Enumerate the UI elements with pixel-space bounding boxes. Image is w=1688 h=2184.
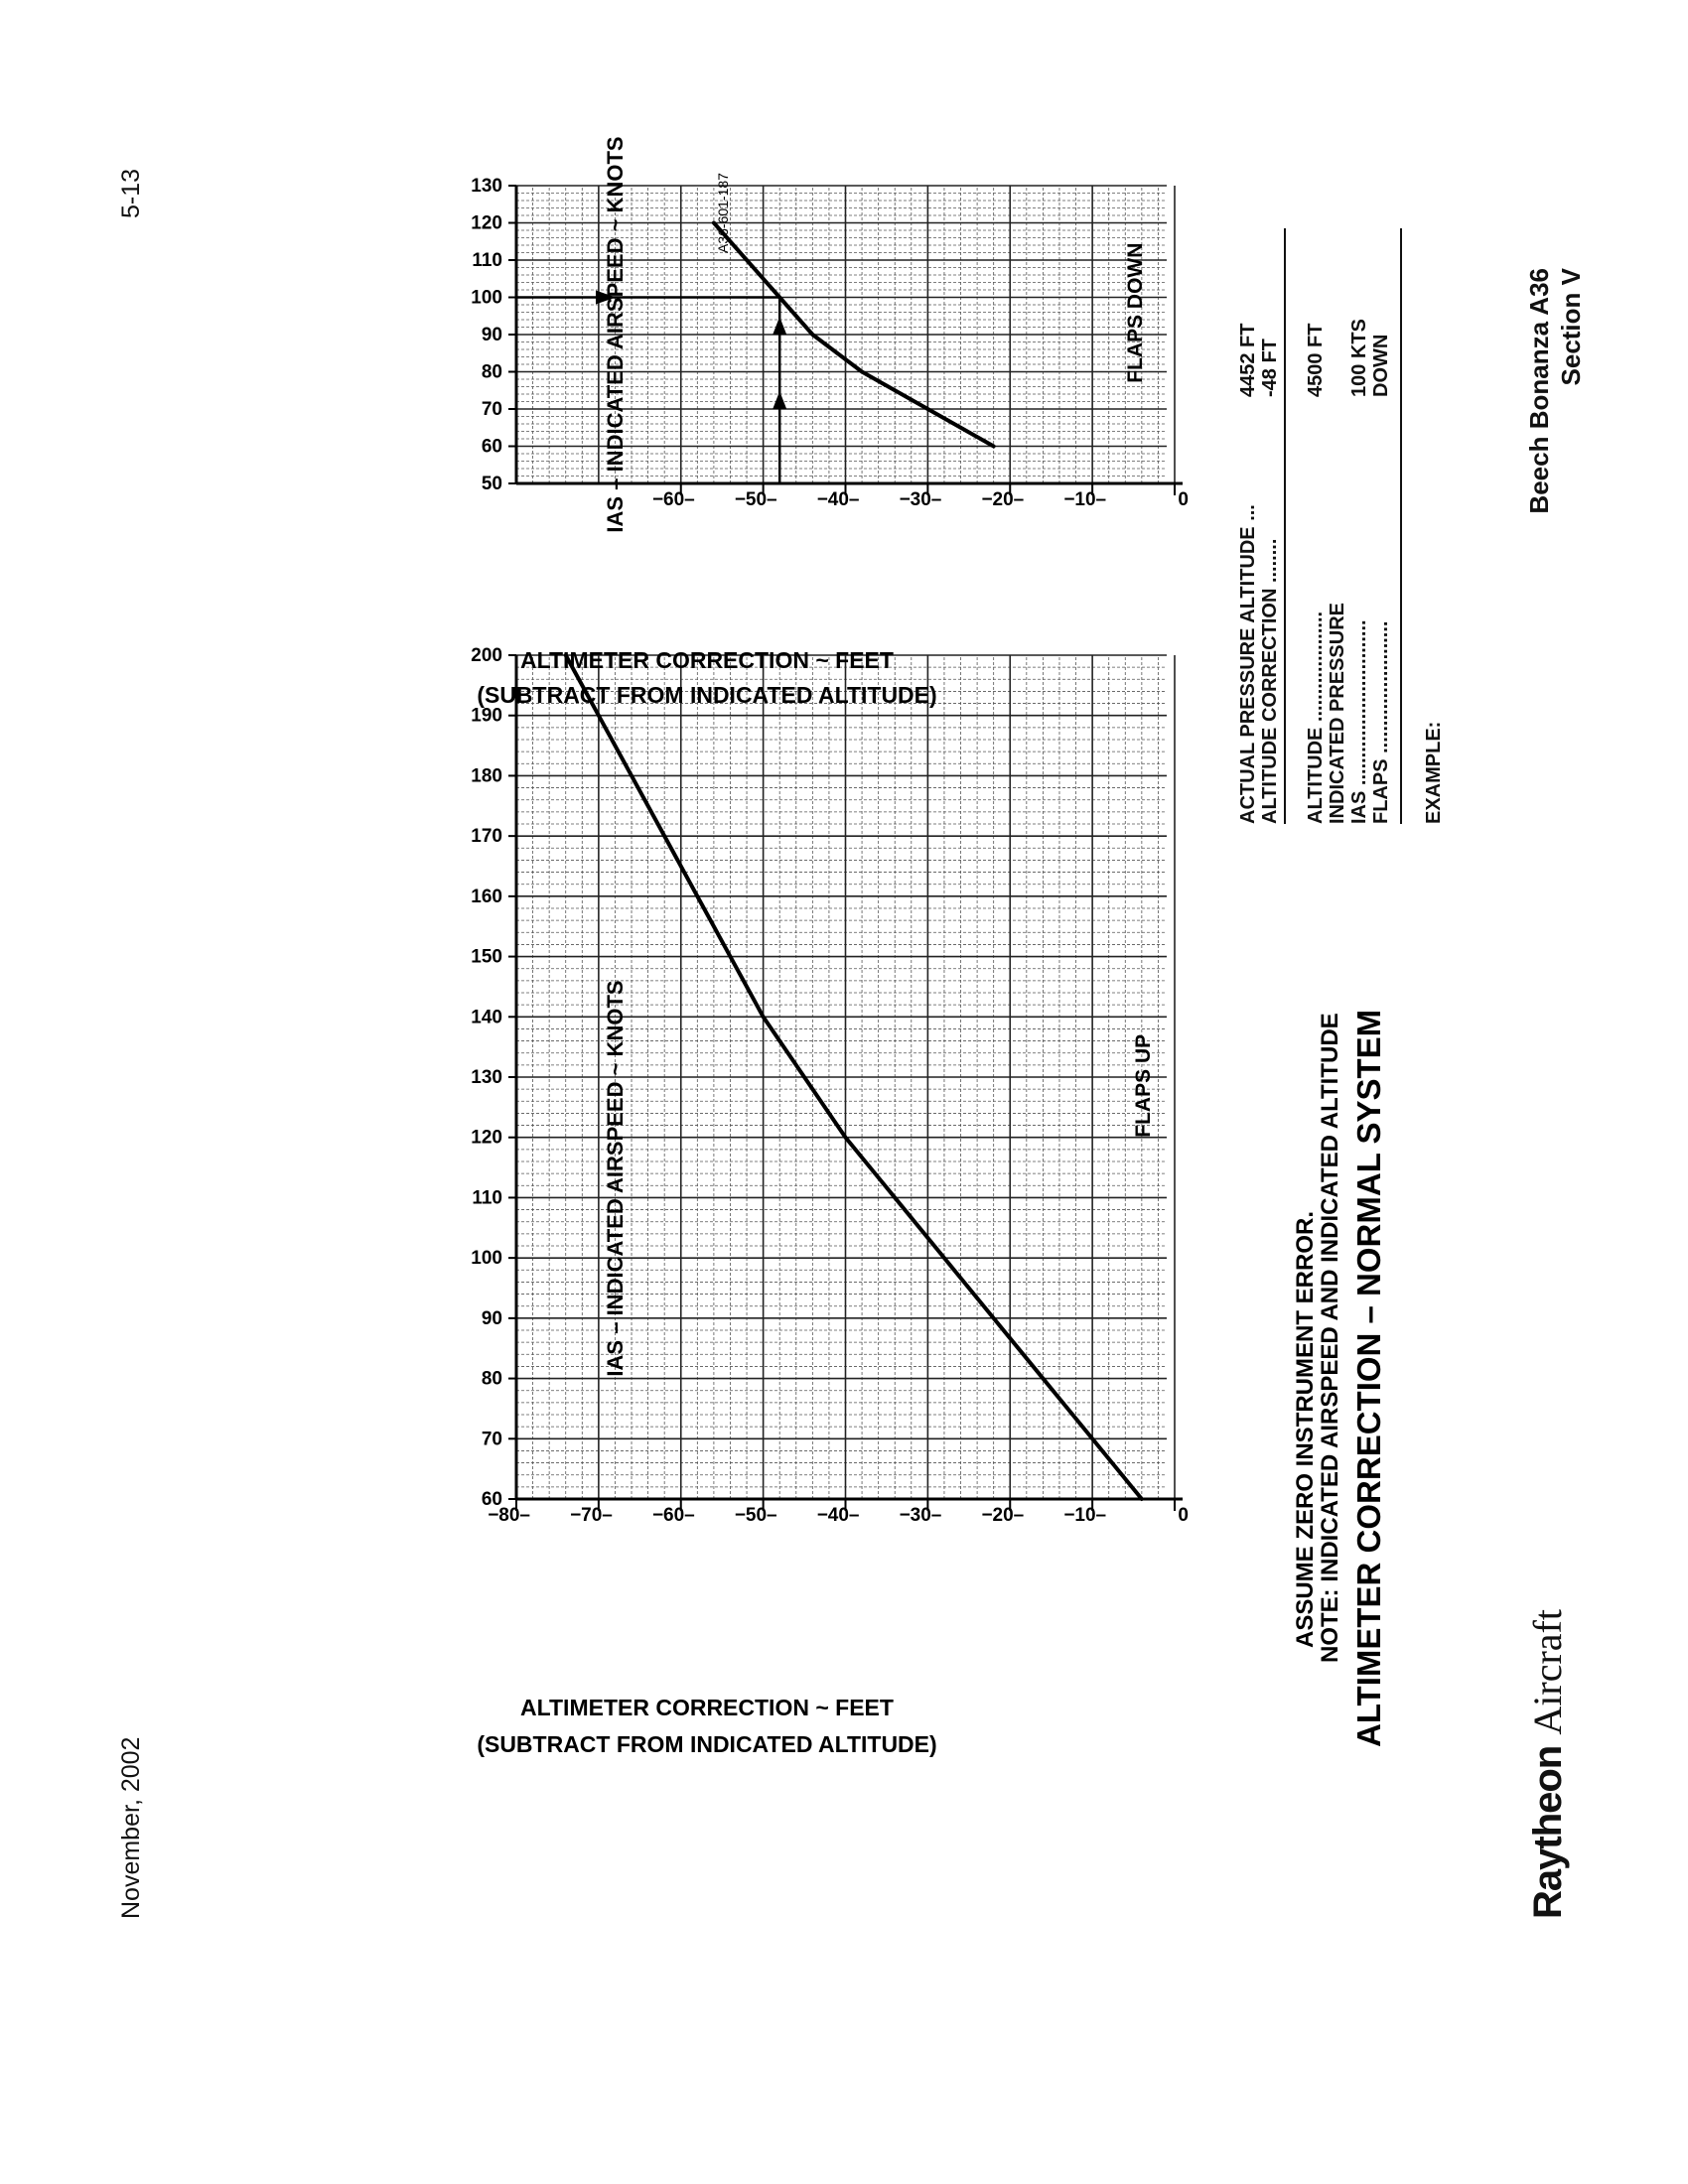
x-tick-label: 120 <box>471 212 502 234</box>
y-tick-label: −30– <box>899 1505 942 1526</box>
figure-id: A36-601-187 <box>715 173 731 253</box>
lower-y-axis-label: ALTIMETER CORRECTION ~ FEET <box>520 647 894 673</box>
x-tick-label: 100 <box>471 287 502 309</box>
example-heading: EXAMPLE: <box>1423 721 1445 824</box>
example-label: FLAPS ........................ <box>1370 620 1392 824</box>
x-tick-label: 150 <box>471 946 502 968</box>
example-label: ALTITUDE .................... <box>1305 611 1327 824</box>
page-number: 5-13 <box>117 168 145 218</box>
y-tick-label: −70– <box>570 1505 613 1526</box>
y-tick-label: −10– <box>1063 1505 1107 1526</box>
example-label: IAS .............................. <box>1348 619 1370 824</box>
x-tick-label: 60 <box>481 436 502 458</box>
example-value: 4500 FT <box>1305 323 1327 397</box>
upper-y-axis-label-2: (SUBTRACT FROM INDICATED ALTITUDE) <box>477 1731 937 1757</box>
x-tick-label: 80 <box>481 361 502 383</box>
x-tick-label: 130 <box>471 1067 502 1088</box>
y-tick-label: −50– <box>734 489 777 510</box>
x-tick-label: 140 <box>471 1007 502 1028</box>
lower-x-axis-label: IAS – INDICATED AIRSPEED ~ KNOTS <box>603 136 628 533</box>
x-tick-label: 90 <box>481 325 502 345</box>
y-tick-label: −20– <box>981 1505 1025 1526</box>
chart-title: ALTIMETER CORRECTION – NORMAL SYSTEM <box>1350 1009 1387 1747</box>
y-tick-label: 0 <box>1178 489 1189 510</box>
footer-date: November, 2002 <box>117 1736 145 1919</box>
x-tick-label: 70 <box>481 1429 502 1450</box>
brand-name: Raytheon <box>1526 1745 1570 1919</box>
y-tick-label: −50– <box>734 1505 777 1526</box>
example-value: 4452 FT <box>1237 323 1259 397</box>
y-tick-label: −40– <box>816 489 860 510</box>
curve-label-flaps-up: FLAPS UP <box>1132 1033 1156 1138</box>
x-tick-label: 170 <box>471 826 502 848</box>
y-tick-label: −20– <box>981 489 1025 510</box>
x-tick-label: 70 <box>481 399 502 420</box>
upper-y-axis-label: ALTIMETER CORRECTION ~ FEET <box>520 1695 894 1720</box>
example-value: -48 FT <box>1259 339 1281 397</box>
x-tick-label: 120 <box>471 1127 502 1149</box>
example-value: DOWN <box>1370 334 1392 397</box>
chart-note-line1: NOTE: INDICATED AIRSPEED AND INDICATED ALTITUDE <box>1317 1013 1343 1663</box>
x-tick-label: 80 <box>481 1368 502 1390</box>
x-tick-label: 50 <box>481 474 502 494</box>
y-tick-label: −60– <box>651 1505 695 1526</box>
example-label: ALTITUDE CORRECTION ........ <box>1259 538 1281 824</box>
x-tick-label: 190 <box>471 705 502 727</box>
upper-x-axis-label: IAS – INDICATED AIRSPEED ~ KNOTS <box>603 980 628 1377</box>
chart-note-line2: ASSUME ZERO INSTRUMENT ERROR. <box>1292 1210 1319 1648</box>
x-tick-label: 160 <box>471 886 502 907</box>
brand-subtitle: Aircraft <box>1525 1609 1570 1735</box>
x-tick-label: 110 <box>472 1187 502 1209</box>
x-tick-label: 90 <box>481 1307 502 1329</box>
x-tick-label: 200 <box>471 645 502 666</box>
y-tick-label: −60– <box>651 489 695 510</box>
example-label: INDICATED PRESSURE <box>1327 603 1348 824</box>
tick-layer <box>471 176 1189 1526</box>
x-tick-label: 130 <box>471 176 502 197</box>
section-title: Section V <box>1556 268 1586 386</box>
x-tick-label: 100 <box>471 1248 502 1270</box>
x-tick-label: 110 <box>472 250 502 271</box>
example-label: ACTUAL PRESSURE ALTITUDE ... <box>1237 504 1259 824</box>
curve-label-flaps-down: FLAPS DOWN <box>1123 242 1147 383</box>
lower-y-axis-label-2: (SUBTRACT FROM INDICATED ALTITUDE) <box>477 682 937 708</box>
example-value: 100 KTS <box>1348 319 1370 397</box>
x-tick-label: 180 <box>471 765 502 787</box>
y-tick-label: −10– <box>1063 489 1107 510</box>
x-tick-label: 60 <box>481 1489 502 1510</box>
y-tick-label: −30– <box>899 489 942 510</box>
y-tick-label: 0 <box>1178 1505 1189 1526</box>
y-tick-label: −40– <box>816 1505 860 1526</box>
y-tick-label: −80– <box>488 1505 530 1526</box>
model-title: Beech Bonanza A36 <box>1524 268 1554 514</box>
